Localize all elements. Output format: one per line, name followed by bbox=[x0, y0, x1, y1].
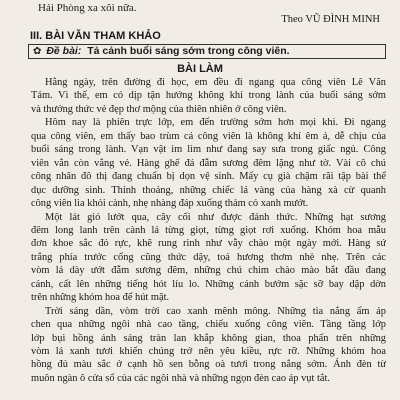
essay-line: công viên lìa khỏi cành, nhẹ nhàng đáp xuống thảm cỏ xanh mướt. bbox=[31, 198, 309, 210]
essay-line: Hôm nay là phiên trực lớp, em đến trường sớm hơn mọi khi. Đi ngang bbox=[45, 117, 386, 129]
essay-line: hồng đủ màu sắc ở cạnh hồ sen bỗng oà tươi trong nắng sớm. Ánh đèn từ bbox=[31, 359, 386, 371]
essay-line: Tám. Vì thế, em có dịp tận hưởng không khí trong lành của buổi sáng sớm bbox=[31, 90, 386, 102]
essay-line: dục dưỡng sinh. Thỉnh thoảng, những chiếc lá vàng của hàng xà cừ quanh bbox=[31, 184, 386, 196]
essay-line: qua công viên, em thấy bao trùm cả công viên là không khí êm ả, dễ chịu của bbox=[31, 130, 386, 142]
essay-line: và thưởng thức vẻ đẹp thơ mộng của thiên nhiên ở công viên. bbox=[31, 103, 287, 115]
essay-line: Hằng ngày, trên đường đi học, em đều đi ngang qua công viên Lê Văn bbox=[45, 77, 386, 88]
author-credit: Theo VŨ ĐÌNH MINH bbox=[281, 14, 380, 25]
essay-line: đêm long lanh trên cành lá từng giọt, từng giọt rơi xuống. Khóm hoa mẫu bbox=[31, 224, 386, 236]
essay-line: viên vắn còn vắng vẻ. Hàng ghế đá đẫm sương đêm lặng như tờ. Vài cô chú bbox=[31, 157, 386, 169]
essay-line: lớp bụi hồng ánh sáng tràn lan khắp không gian, thoa phấn trên những bbox=[31, 332, 386, 344]
essay-line: chen qua những ngôi nhà cao tầng, chiếu xuống công viên. Tầng tầng lớp bbox=[31, 319, 386, 331]
essay-line: vòm lá xanh tươi khiến chúng trở nên yêu kiều, rực rỡ. Những khóm hoa bbox=[31, 346, 386, 357]
task-text: Tả cảnh buổi sáng sớm trong công viên. bbox=[87, 45, 290, 57]
essay-line: công nhân đô thị đang chuẩn bị dọn vệ sinh. Mấy cụ già chậm rãi tập bài thể bbox=[31, 171, 386, 183]
essay-title: BÀI LÀM bbox=[177, 63, 223, 75]
essay-line: muôn ngàn ô cửa sổ của các ngôi nhà và những ngọn đèn cao áp vụt tắt. bbox=[31, 372, 330, 384]
intro-line: Hải Phòng xa xôi nữa. bbox=[38, 2, 137, 14]
essay-line: Trời sáng dần, vòm trời cao xanh mênh mông. Những tia nắng ấm áp bbox=[45, 305, 386, 317]
essay-line: buổi sáng trong lành. Vạn vật im lìm như đang say sưa trong giấc ngủ. Công bbox=[31, 144, 386, 156]
flower-icon: ✿ bbox=[33, 46, 42, 57]
essay-line: trên những khóm hoa để hút mật. bbox=[31, 292, 170, 304]
essay-line: đơn khoe sắc đỏ rực, khẽ rung rinh như vẫy chào một ngày mới. Hàng sứ bbox=[31, 238, 386, 250]
essay-line: vòm lá dày ướt đẫm sương đêm, những chú chim chào mào bắt đầu đang bbox=[31, 265, 386, 277]
task-box bbox=[28, 44, 386, 59]
essay-line: cánh, cất lên những tiếng hót líu lo. Những cánh bướm sặc sỡ bay dập dờn bbox=[31, 278, 386, 290]
section-heading: III. BÀI VĂN THAM KHẢO bbox=[30, 30, 161, 42]
essay-line: Một lát gió lướt qua, cây cối như được đánh thức. Những hạt sương bbox=[45, 211, 386, 223]
task-label: Đề bài: bbox=[46, 45, 82, 57]
essay-line: trắng phía trước cổng cũng thức dậy, toả hương thơm nhè nhẹ. Trên các bbox=[31, 251, 386, 263]
